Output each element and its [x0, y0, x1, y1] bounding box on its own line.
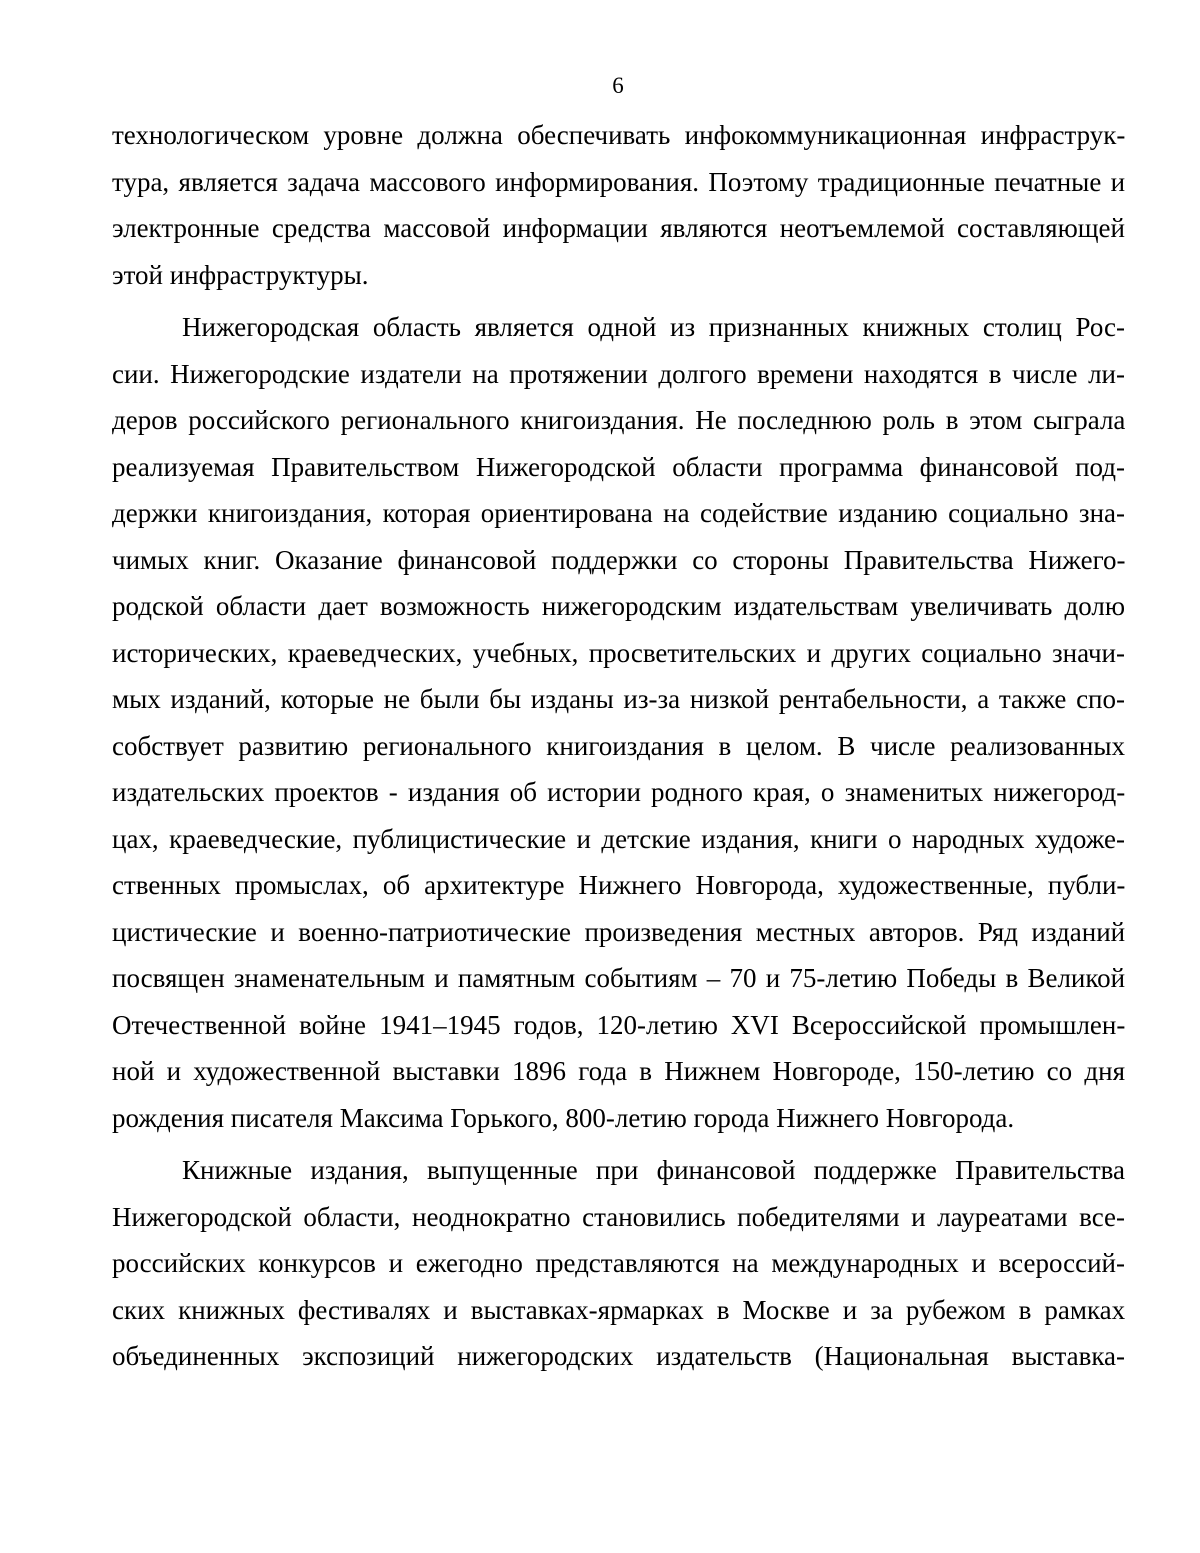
text-line: цистические и военно-патриотические произведения местных авторов. Ряд изданий: [112, 916, 1126, 947]
text-line: объединенных экспозиций нижегородских издательств (Национальная выставка-: [112, 1341, 1125, 1371]
text-line: Нижегородская область является одной из признанных книжных столиц Рос-: [182, 312, 1125, 342]
paragraph-1: [112, 112, 1125, 298]
text-line: ских книжных фестивалях и выставках-ярмарках в Москве и за рубежом в рамках: [112, 1294, 1126, 1325]
text-line: ственных промыслах, об архитектуре Нижнего Новгорода, художественные, публи-: [112, 870, 1126, 900]
text-line: цах, краеведческие, публицистические и детские издания, книги о народных художе-: [112, 823, 1125, 854]
paragraph-2: [112, 304, 1125, 1141]
text-line: реализуемая Правительством Нижегородской области программа финансовой под-: [112, 451, 1125, 482]
text-line: родской области дает возможность нижегородским издательствам увеличивать долю: [112, 591, 1125, 621]
text-line: тура, является задача массового информирования. Поэтому традиционные печатные и: [112, 166, 1126, 197]
text-line: ной и художественной выставки 1896 года в Нижнем Новгороде, 150-летию со дня: [112, 1056, 1125, 1086]
text-line: Отечественной войне 1941–1945 годов, 120-летию XVI Всероссийской промышлен-: [112, 1009, 1126, 1040]
text-line: электронные средства массовой информации являются неотъемлемой составляющей: [112, 213, 1125, 243]
text-line: Книжные издания, выпущенные при финансовой поддержке Правительства: [182, 1155, 1126, 1185]
text-line: деров российского регионального книгоиздания. Не последнюю роль в этом сыграла: [112, 405, 1126, 435]
text-line: сии. Нижегородские издатели на протяжении долгого времени находятся в числе ли-: [112, 358, 1125, 389]
text-line: российских конкурсов и ежегодно представляются на международных и всероссий-: [112, 1248, 1125, 1278]
text-line: чимых книг. Оказание финансовой поддержки со стороны Правительства Нижего-: [112, 544, 1126, 575]
text-line: держки книгоиздания, которая ориентирована на содействие изданию социально зна-: [112, 498, 1125, 528]
page-number: 6: [612, 73, 624, 98]
text-line: посвящен знаменательным и памятным событиям – 70 и 75-летию Победы в Великой: [112, 963, 1126, 993]
text-line: издательских проектов - издания об истории родного края, о знаменитых нижегород-: [112, 777, 1126, 807]
text-line: собствует развитию регионального книгоиздания в целом. В числе реализованных: [112, 730, 1125, 761]
text-line: Нижегородской области, неоднократно становились победителями и лауреатами все-: [112, 1201, 1126, 1232]
text-line: этой инфраструктуры.: [112, 259, 369, 290]
text-body: [112, 112, 1125, 1380]
text-line: технологическом уровне должна обеспечивать инфокоммуникационная инфраструк-: [112, 120, 1126, 150]
paragraph-3: [112, 1147, 1125, 1380]
text-line: исторических, краеведческих, учебных, просветительских и других социально значи-: [112, 637, 1125, 668]
text-line: рождения писателя Максима Горького, 800-летию города Нижнего Новгорода.: [112, 1102, 1015, 1133]
text-line: мых изданий, которые не были бы изданы из-за низкой рентабельности, а также спо-: [112, 684, 1125, 714]
